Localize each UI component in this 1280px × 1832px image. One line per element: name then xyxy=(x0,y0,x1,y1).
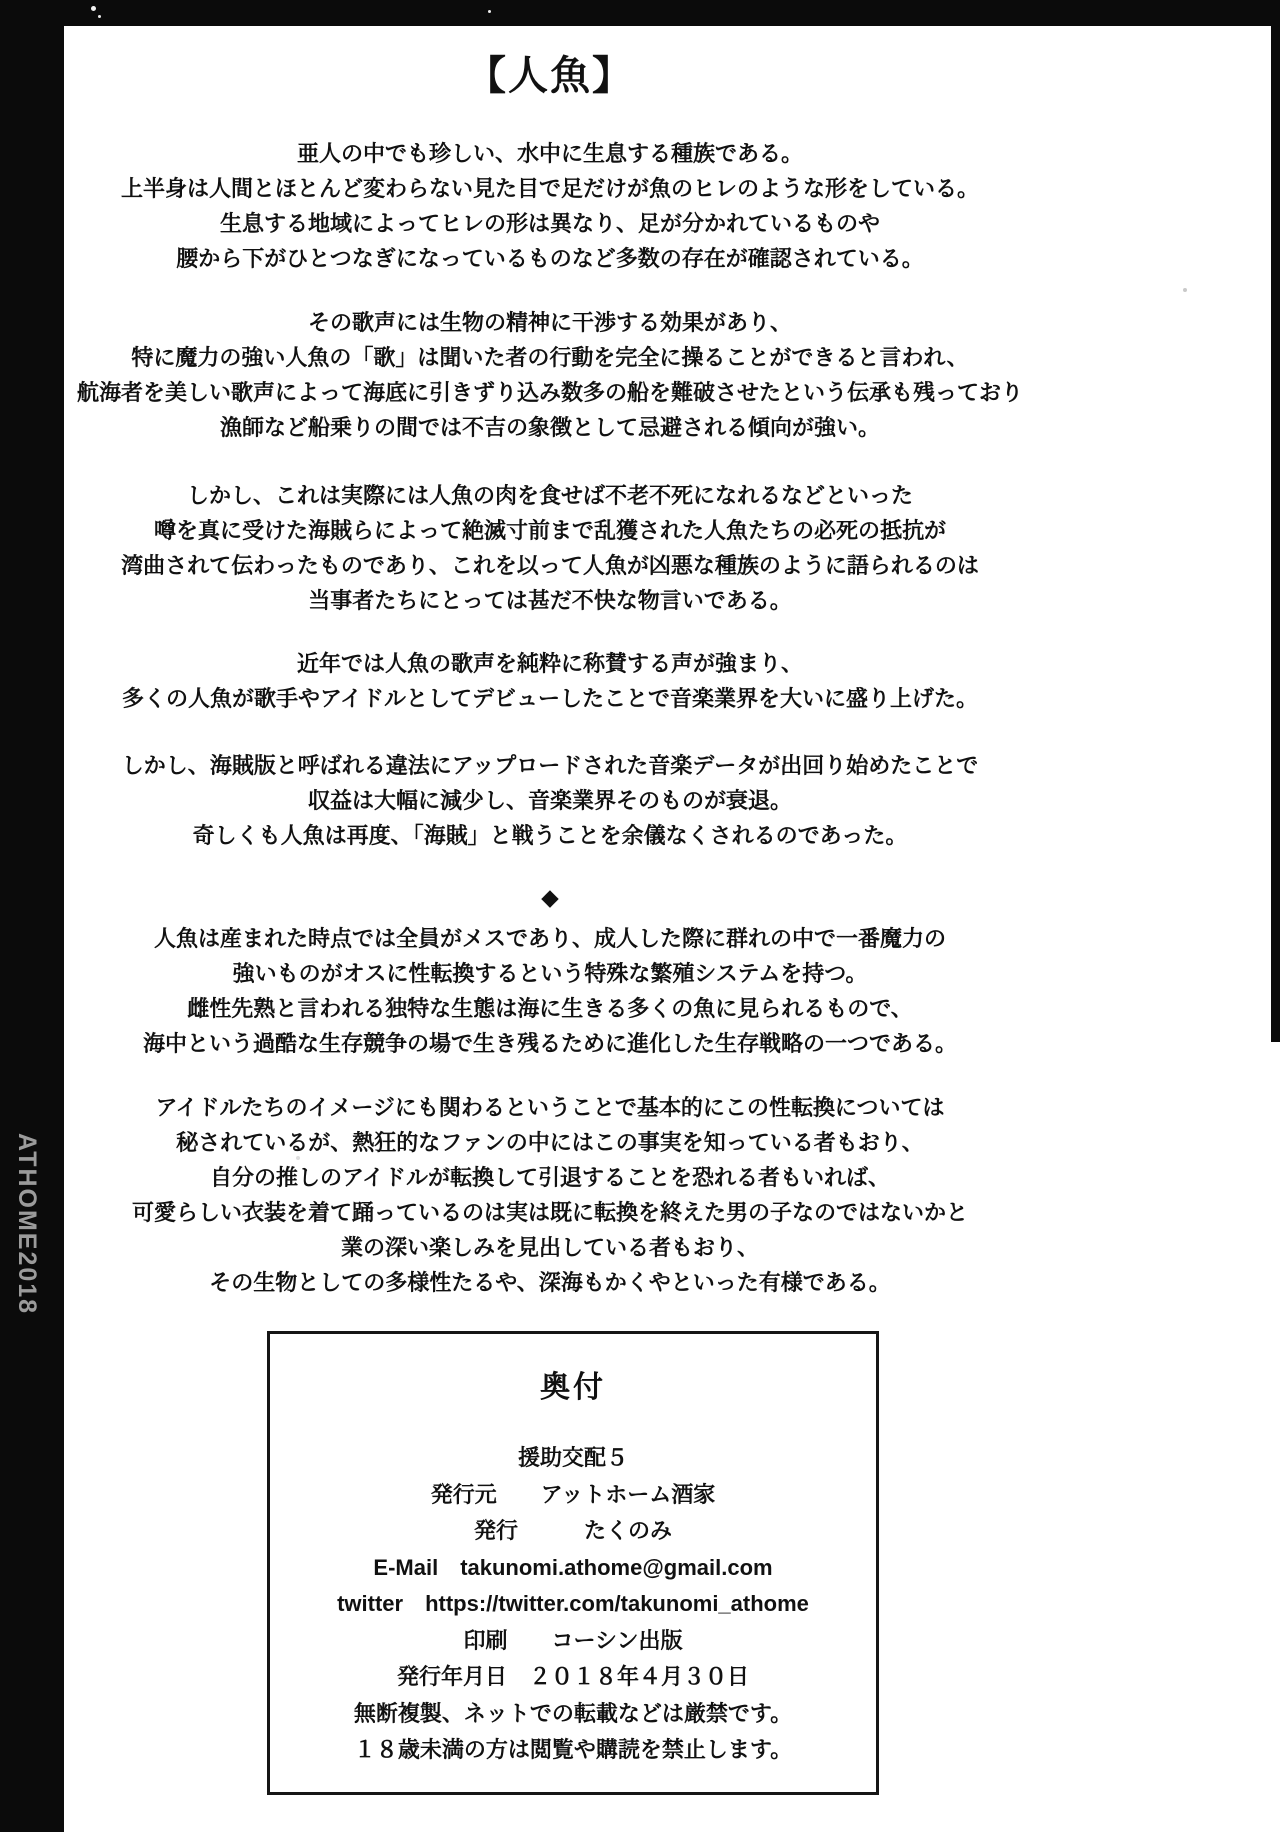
paragraph-idol-secret xyxy=(60,1090,1040,1300)
colophon-author: 発行 たくのみ xyxy=(473,1518,672,1543)
text-line: しかし、海賊版と呼ばれる違法にアップロードされた音楽データが出回り始めたことで xyxy=(121,753,979,778)
diamond-divider-icon: ◆ xyxy=(541,884,559,910)
text-line: 人魚は産まれた時点では全員がメスであり、成人した際に群れの中で一番魔力の xyxy=(153,926,946,951)
text-line: アイドルたちのイメージにも関わるということで基本的にこの性転換については xyxy=(155,1095,945,1120)
text-line: 生息する地域によってヒレの形は異なり、足が分かれているものや xyxy=(219,211,880,236)
text-line: 可愛らしい衣装を着て踊っているのは実は既に転換を終えた男の子なのではないかと xyxy=(131,1200,968,1225)
text-line: 上半身は人間とほとんど変わらない見た目で足だけが魚のヒレのような形をしている。 xyxy=(120,176,979,201)
colophon-publisher: 発行元 アットホーム酒家 xyxy=(430,1481,716,1507)
text-line: 収益は大幅に減少し、音楽業界そのものが衰退。 xyxy=(307,788,792,813)
text-line: 亜人の中でも珍しい、水中に生息する種族である。 xyxy=(296,141,803,166)
text-line: 漁師など船乗りの間では不吉の象徴として忌避される傾向が強い。 xyxy=(219,415,880,440)
text-line: 奇しくも人魚は再度、「海賊」と戦うことを余儀なくされるのであった。 xyxy=(192,823,908,848)
colophon-notice-age: １８歳未満の方は閲覧や購読を禁止します。 xyxy=(353,1737,793,1762)
text-line: 特に魔力の強い人魚の「歌」は聞いた者の行動を完全に操ることができると言われ、 xyxy=(131,345,969,370)
paragraph-recent xyxy=(60,646,1040,716)
paragraph-rumor xyxy=(60,478,1040,618)
text-line: 腰から下がひとつなぎになっているものなど多数の存在が確認されている。 xyxy=(176,246,924,271)
text-line: 業の深い楽しみを見出している者もおり、 xyxy=(340,1235,759,1260)
text-line: その歌声には生物の精神に干渉する効果があり、 xyxy=(307,310,792,335)
colophon-printer: 印刷 コーシン出版 xyxy=(463,1627,683,1653)
colophon-box xyxy=(267,1331,879,1795)
paragraph-intro xyxy=(60,136,1040,276)
text-line: 海中という過酷な生存競争の場で生き残るために進化した生存戦略の一つである。 xyxy=(142,1031,957,1056)
colophon-title: 援助交配５ xyxy=(517,1445,628,1470)
paragraph-song xyxy=(60,305,1040,445)
page-title: 【人魚】 xyxy=(466,54,634,98)
paragraph-biology xyxy=(60,921,1040,1061)
text-line: 近年では人魚の歌声を純粋に称賛する声が強まり、 xyxy=(296,651,803,676)
colophon-heading: 奥付 xyxy=(540,1371,606,1404)
text-line: 航海者を美しい歌声によって海底に引きずり込み数多の船を難破させたという伝承も残っており xyxy=(76,380,1023,405)
text-line: 秘されているが、熱狂的なファンの中にはこの事実を知っている者もおり、 xyxy=(176,1130,924,1155)
text-line: 噂を真に受けた海賊らによって絶滅寸前まで乱獲された人魚たちの必死の抵抗が xyxy=(153,518,946,543)
colophon-lines xyxy=(270,1440,876,1769)
colophon-date: 発行年月日 ２０１８年４月３０日 xyxy=(396,1664,749,1689)
text-line: しかし、これは実際には人魚の肉を食せば不老不死になれるなどといった xyxy=(186,483,913,508)
side-label-athome2018: ATHOME2018 xyxy=(13,1133,41,1316)
scan-speck xyxy=(1183,288,1187,292)
paragraph-piracy xyxy=(60,748,1040,853)
scan-border-right xyxy=(1271,0,1280,1042)
colophon-notice-copy: 無断複製、ネットでの転載などは厳禁です。 xyxy=(353,1700,793,1726)
scan-speck xyxy=(98,15,101,18)
scan-speck xyxy=(488,10,491,13)
text-line: 自分の推しのアイドルが転換して引退することを恐れる者もいれば、 xyxy=(209,1165,891,1190)
colophon-email: E-Mail takunomi.athome@gmail.com xyxy=(373,1554,773,1580)
text-line: 強いものがオスに性転換するという特殊な繁殖システムを持つ。 xyxy=(232,961,868,986)
text-line: 雌性先熟と言われる独特な生態は海に生きる多くの魚に見られるもので、 xyxy=(187,996,913,1021)
scan-border-left xyxy=(0,0,64,1832)
text-line: その生物としての多様性たるや、深海もかくやといった有様である。 xyxy=(209,1270,891,1295)
scan-border-top xyxy=(0,0,1280,26)
text-line: 多くの人魚が歌手やアイドルとしてデビューしたことで音楽業界を大いに盛り上げた。 xyxy=(121,686,979,711)
text-line: 湾曲されて伝わったものであり、これを以って人魚が凶悪な種族のように語られるのは xyxy=(121,553,979,578)
scan-speck xyxy=(91,6,96,11)
colophon-twitter: twitter https://twitter.com/takunomi_athome xyxy=(337,1591,809,1616)
text-line: 当事者たちにとっては甚だ不快な物言いである。 xyxy=(308,588,792,613)
